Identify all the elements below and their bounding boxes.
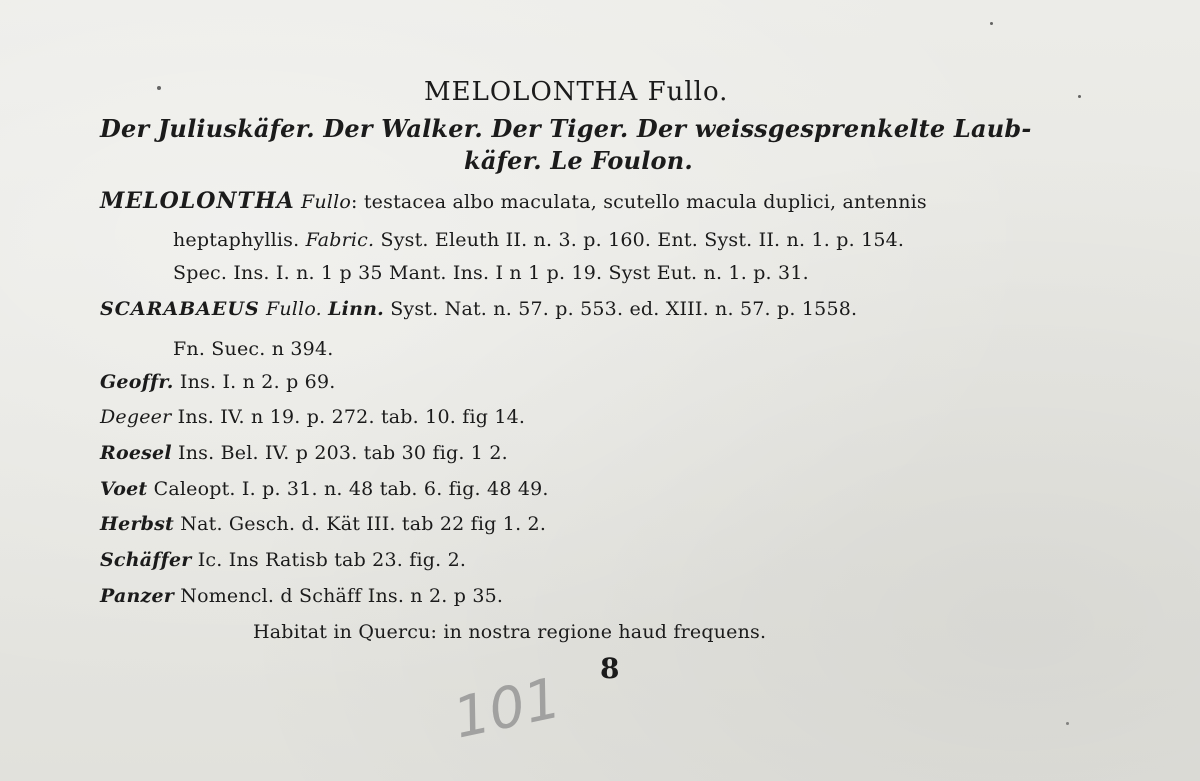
paper-speck	[1066, 722, 1069, 725]
species-name: Fullo	[300, 191, 351, 213]
species-description	[100, 188, 927, 214]
reference-geoffroy	[100, 371, 336, 393]
reference-roesel	[100, 442, 508, 464]
linn-reference: Linn.	[328, 298, 384, 320]
pencil-page-number: 101	[448, 665, 567, 752]
reference-herbst	[100, 513, 546, 535]
reference-text: Ins. IV. n 19. p. 272. tab. 10. fig 14.	[177, 406, 526, 428]
description-line-2-rest: Syst. Eleuth II. n. 3. p. 160. Ent. Syst. II. n. 1. p. 154.	[380, 229, 905, 251]
scarabaeus-reference	[100, 298, 857, 320]
reference-text: Nomencl. d Schäff Ins. n 2. p 35.	[180, 585, 504, 607]
paper-speck	[157, 86, 161, 90]
reference-author: Panzer	[100, 585, 174, 607]
reference-author: Roesel	[100, 442, 172, 464]
description-text: : testacea albo maculata, scutello macula duplici, antennis	[351, 191, 927, 213]
description-line-3: Spec. Ins. I. n. 1 p 35 Mant. Ins. I n 1 p. 19. Syst Eut. n. 1. p. 31.	[173, 262, 809, 284]
reference-author: Degeer	[100, 406, 172, 428]
reference-text: Ins. I. n 2. p 69.	[179, 371, 336, 393]
reference-panzer	[100, 585, 503, 607]
scarabaeus-species: Fullo.	[265, 298, 322, 320]
description-line-2-plain: heptaphyllis.	[173, 229, 300, 251]
reference-author: Herbst	[100, 513, 175, 535]
page-title: MELOLONTHA Fullo.	[424, 77, 729, 107]
reference-schaeffer	[100, 549, 466, 571]
german-names-line-1: Der Juliuskäfer. Der Walker. Der Tiger. Der weissgesprenkelte Laub-	[100, 114, 1032, 143]
genus-name: MELOLONTHA	[100, 188, 295, 214]
paper-speck	[1078, 95, 1081, 98]
reference-text: Ic. Ins Ratisb tab 23. fig. 2.	[197, 549, 467, 571]
fabric-reference: Fabric.	[305, 229, 375, 251]
reference-author: Geoffr.	[100, 371, 174, 393]
reference-author: Schäffer	[100, 549, 192, 571]
scarabaeus-name: SCARABAEUS	[100, 298, 260, 320]
reference-voet	[100, 478, 549, 500]
signature-mark: 8	[600, 652, 620, 685]
reference-author: Voet	[100, 478, 148, 500]
fauna-suecica-reference: Fn. Suec. n 394.	[173, 338, 334, 360]
german-names-line-2: käfer. Le Foulon.	[464, 146, 693, 175]
scarabaeus-text: Syst. Nat. n. 57. p. 553. ed. XIII. n. 57. p. 1558.	[390, 298, 858, 320]
description-line-2	[173, 229, 904, 251]
paper-speck	[990, 22, 993, 25]
habitat-note: Habitat in Quercu: in nostra regione haud frequens.	[253, 621, 767, 643]
reference-text: Ins. Bel. IV. p 203. tab 30 fig. 1 2.	[178, 442, 508, 464]
reference-text: Caleopt. I. p. 31. n. 48 tab. 6. fig. 48 49.	[153, 478, 549, 500]
reference-degeer	[100, 406, 525, 428]
reference-text: Nat. Gesch. d. Kät III. tab 22 fig 1. 2.	[180, 513, 547, 535]
